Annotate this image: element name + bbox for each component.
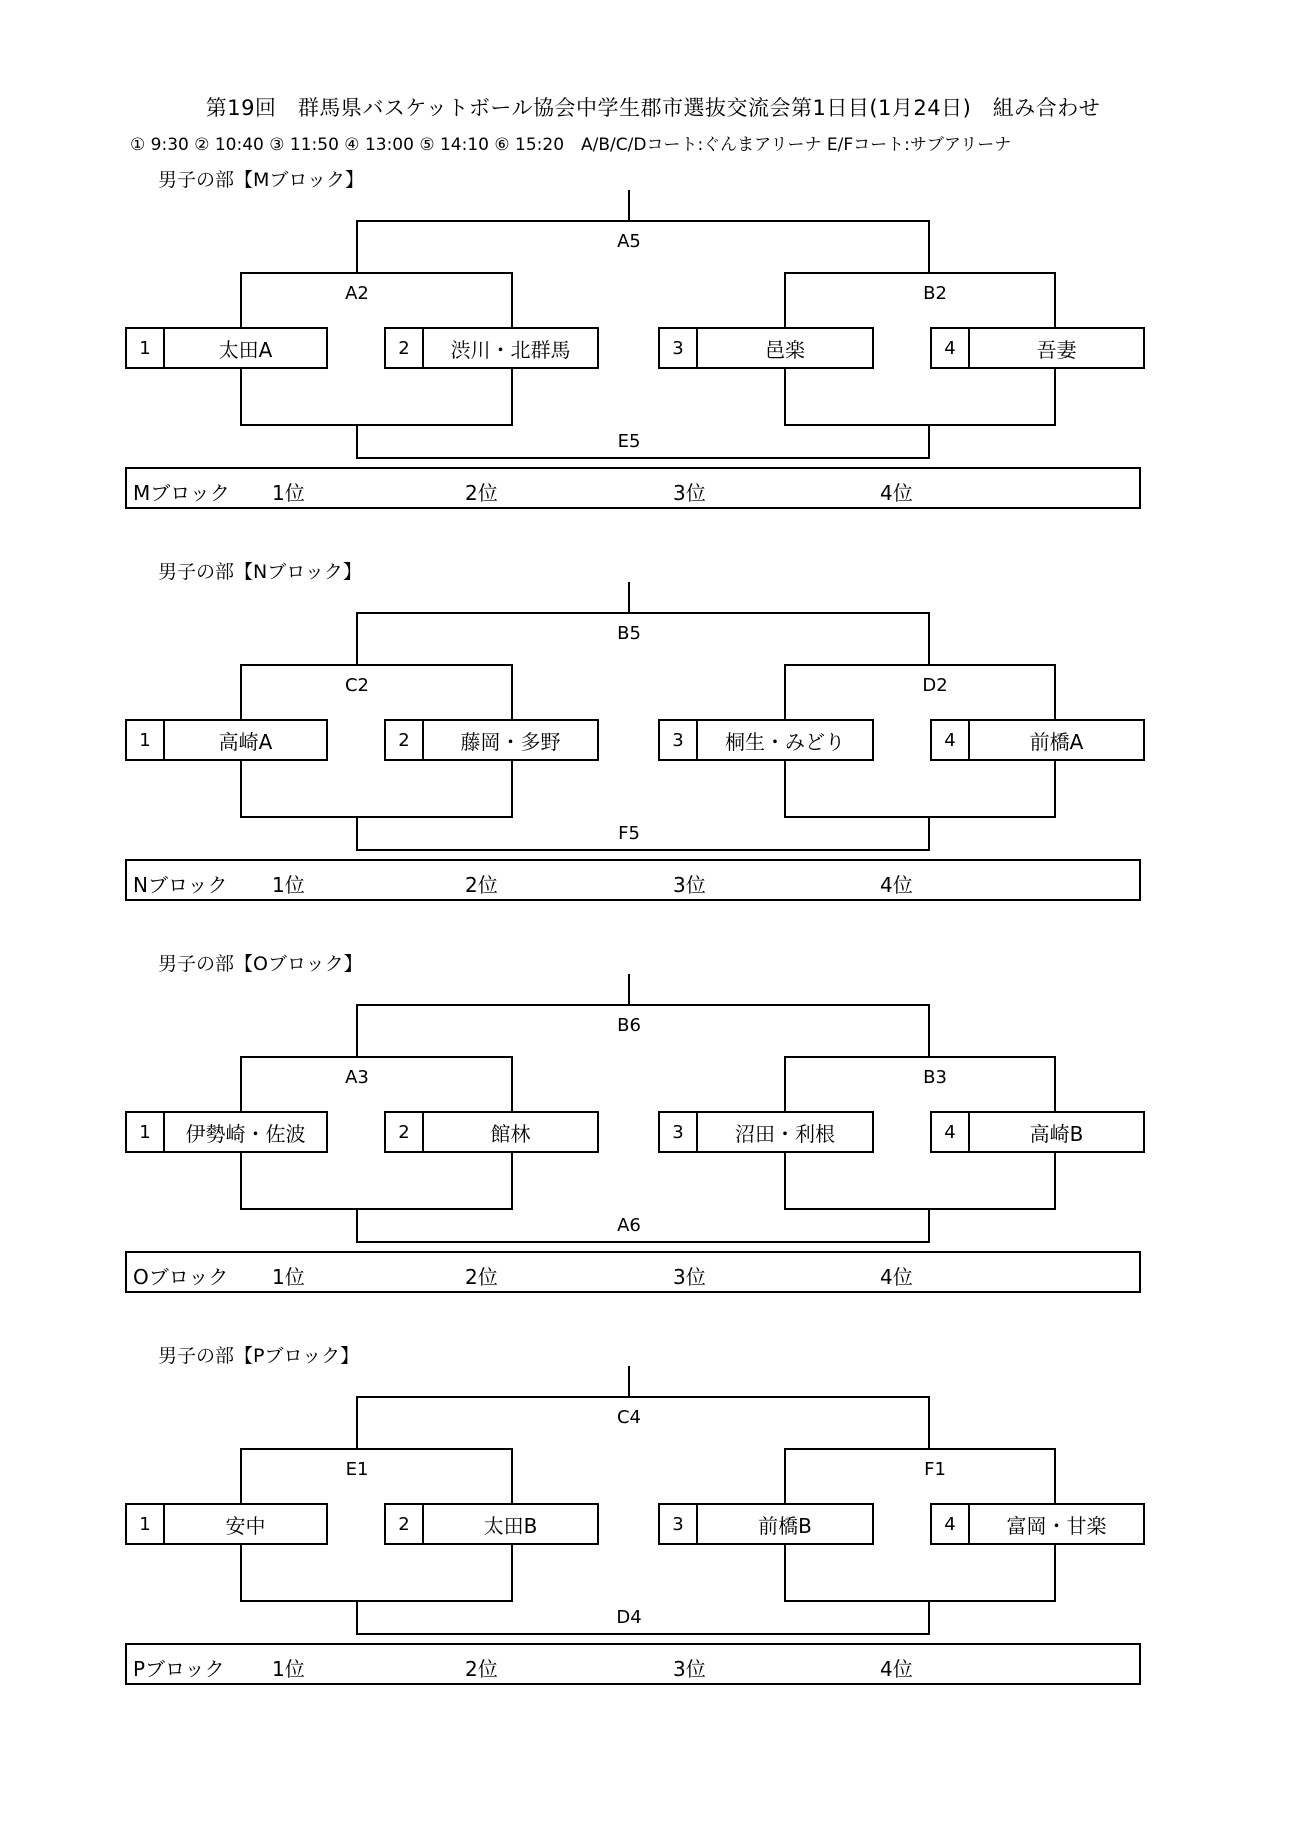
game-label-semi-left: A2 [345, 283, 369, 304]
game-label-semi-right: F1 [924, 1459, 946, 1480]
bracket-line [356, 457, 930, 459]
team-slot [384, 1503, 599, 1545]
ranking-3rd: 3位 [673, 873, 706, 897]
team-slot [125, 719, 328, 761]
game-label-semi-left: A3 [345, 1067, 369, 1088]
game-label-semi-right: B3 [923, 1067, 947, 1088]
team-name: 渋川・北群馬 [450, 337, 571, 362]
team-slot [658, 327, 874, 369]
ranking-4th: 4位 [880, 481, 913, 505]
ranking-3rd: 3位 [673, 1657, 706, 1681]
ranking-block-label: Nブロック [133, 873, 228, 897]
team-slot [125, 327, 328, 369]
team-seed: 2 [386, 1113, 424, 1151]
team-name: 安中 [225, 1513, 266, 1538]
game-label-final-top: B6 [617, 1015, 641, 1036]
bracket-line [356, 1633, 930, 1635]
bracket-line [928, 1396, 930, 1448]
team-slot [384, 719, 599, 761]
game-label-final-top: B5 [617, 623, 641, 644]
bracket-line [240, 272, 513, 274]
ranking-4th: 4位 [880, 1265, 913, 1289]
ranking-2nd: 2位 [465, 873, 498, 897]
schedule-line: ① 9:30 ② 10:40 ③ 11:50 ④ 13:00 ⑤ 14:10 ⑥ 15:20 A/B/C/Dコート:ぐんまアリーナ E/Fコート:サブアリーナ [130, 135, 1012, 155]
team-seed: 1 [127, 721, 165, 759]
team-slot [658, 719, 874, 761]
bracket-line [240, 816, 513, 818]
team-seed: 1 [127, 1505, 165, 1543]
team-seed: 2 [386, 721, 424, 759]
team-name: 伊勢崎・佐波 [185, 1121, 306, 1146]
team-name: 太田B [483, 1513, 538, 1538]
ranking-block-label: Oブロック [133, 1265, 229, 1289]
bracket-line [356, 1396, 358, 1448]
ranking-1st: 1位 [272, 1265, 305, 1289]
team-slot [384, 1111, 599, 1153]
game-label-final-top: A5 [617, 231, 641, 252]
team-name: 太田A [218, 337, 273, 362]
bracket-line [356, 1208, 358, 1243]
bracket-block [0, 165, 1306, 545]
ranking-3rd: 3位 [673, 1265, 706, 1289]
game-label-semi-right: B2 [923, 283, 947, 304]
bracket-line [784, 1448, 1056, 1450]
bracket-line [240, 1448, 513, 1450]
bracket-line [356, 849, 930, 851]
bracket-line [356, 220, 930, 222]
team-slot [930, 327, 1145, 369]
ranking-1st: 1位 [272, 873, 305, 897]
bracket-line [240, 1056, 513, 1058]
team-name: 高崎B [1029, 1121, 1084, 1146]
block-heading: 男子の部【Mブロック】 [158, 169, 365, 191]
bracket-line [240, 424, 513, 426]
team-slot [125, 1111, 328, 1153]
team-name: 前橋A [1029, 729, 1084, 754]
bracket-line [356, 612, 930, 614]
bracket-line [356, 1004, 358, 1056]
team-slot [930, 1503, 1145, 1545]
team-name: 富岡・甘楽 [1006, 1513, 1107, 1538]
bracket-line [928, 424, 930, 459]
team-slot [384, 327, 599, 369]
team-slot [125, 1503, 328, 1545]
bracket-line [628, 190, 630, 220]
bracket-line [928, 1208, 930, 1243]
bracket-line [928, 220, 930, 272]
bracket-line [628, 1366, 630, 1396]
team-slot [658, 1503, 874, 1545]
bracket-block [0, 557, 1306, 937]
team-name: 沼田・利根 [735, 1121, 835, 1146]
team-name: 藤岡・多野 [460, 729, 561, 754]
ranking-row [125, 467, 1141, 509]
ranking-4th: 4位 [880, 1657, 913, 1681]
bracket-line [356, 612, 358, 664]
page-title: 第19回 群馬県バスケットボール協会中学生郡市選抜交流会第1日目(1月24日) 組み合わせ [205, 96, 1101, 120]
block-heading: 男子の部【Pブロック】 [158, 1345, 360, 1367]
ranking-block-label: Pブロック [133, 1657, 225, 1681]
game-label-final-bottom: D4 [616, 1607, 642, 1628]
block-heading: 男子の部【Oブロック】 [158, 953, 363, 975]
bracket-line [784, 664, 1056, 666]
team-seed: 2 [386, 329, 424, 367]
ranking-block-label: Mブロック [133, 481, 230, 505]
ranking-2nd: 2位 [465, 1265, 498, 1289]
ranking-2nd: 2位 [465, 481, 498, 505]
bracket-line [628, 582, 630, 612]
bracket-line [240, 1600, 513, 1602]
team-name: 館林 [490, 1121, 531, 1146]
team-name: 吾妻 [1036, 337, 1077, 362]
bracket-line [356, 816, 358, 851]
team-seed: 4 [932, 329, 970, 367]
team-seed: 2 [386, 1505, 424, 1543]
bracket-block [0, 949, 1306, 1329]
bracket-line [784, 424, 1056, 426]
team-seed: 4 [932, 721, 970, 759]
team-seed: 4 [932, 1505, 970, 1543]
bracket-line [928, 612, 930, 664]
bracket-line [928, 816, 930, 851]
team-seed: 1 [127, 329, 165, 367]
team-name: 前橋B [758, 1513, 812, 1538]
team-slot [930, 1111, 1145, 1153]
bracket-line [628, 974, 630, 1004]
team-name: 邑楽 [765, 337, 805, 362]
bracket-line [784, 272, 1056, 274]
game-label-final-bottom: E5 [617, 431, 641, 452]
game-label-semi-left: E1 [345, 1459, 369, 1480]
game-label-final-bottom: F5 [618, 823, 640, 844]
game-label-final-top: C4 [616, 1407, 642, 1428]
ranking-4th: 4位 [880, 873, 913, 897]
bracket-line [240, 1208, 513, 1210]
team-seed: 4 [932, 1113, 970, 1151]
ranking-1st: 1位 [272, 1657, 305, 1681]
team-slot [658, 1111, 874, 1153]
game-label-semi-left: C2 [344, 675, 370, 696]
bracket-line [356, 1004, 930, 1006]
ranking-1st: 1位 [272, 481, 305, 505]
bracket-line [356, 1396, 930, 1398]
ranking-row [125, 859, 1141, 901]
ranking-row [125, 1643, 1141, 1685]
bracket-line [240, 664, 513, 666]
ranking-3rd: 3位 [673, 481, 706, 505]
bracket-block [0, 1341, 1306, 1721]
bracket-line [784, 1600, 1056, 1602]
ranking-2nd: 2位 [465, 1657, 498, 1681]
bracket-line [928, 1600, 930, 1635]
team-seed: 3 [660, 1505, 698, 1543]
team-seed: 3 [660, 1113, 698, 1151]
bracket-line [356, 1241, 930, 1243]
team-name: 桐生・みどり [725, 729, 845, 754]
team-seed: 3 [660, 329, 698, 367]
game-label-semi-right: D2 [922, 675, 948, 696]
team-seed: 3 [660, 721, 698, 759]
bracket-line [356, 220, 358, 272]
bracket-line [784, 816, 1056, 818]
bracket-line [356, 1600, 358, 1635]
bracket-line [356, 424, 358, 459]
game-label-final-bottom: A6 [617, 1215, 641, 1236]
bracket-line [928, 1004, 930, 1056]
ranking-row [125, 1251, 1141, 1293]
team-name: 高崎A [218, 729, 273, 754]
bracket-line [784, 1208, 1056, 1210]
team-slot [930, 719, 1145, 761]
block-heading: 男子の部【Nブロック】 [158, 561, 362, 583]
bracket-line [784, 1056, 1056, 1058]
team-seed: 1 [127, 1113, 165, 1151]
